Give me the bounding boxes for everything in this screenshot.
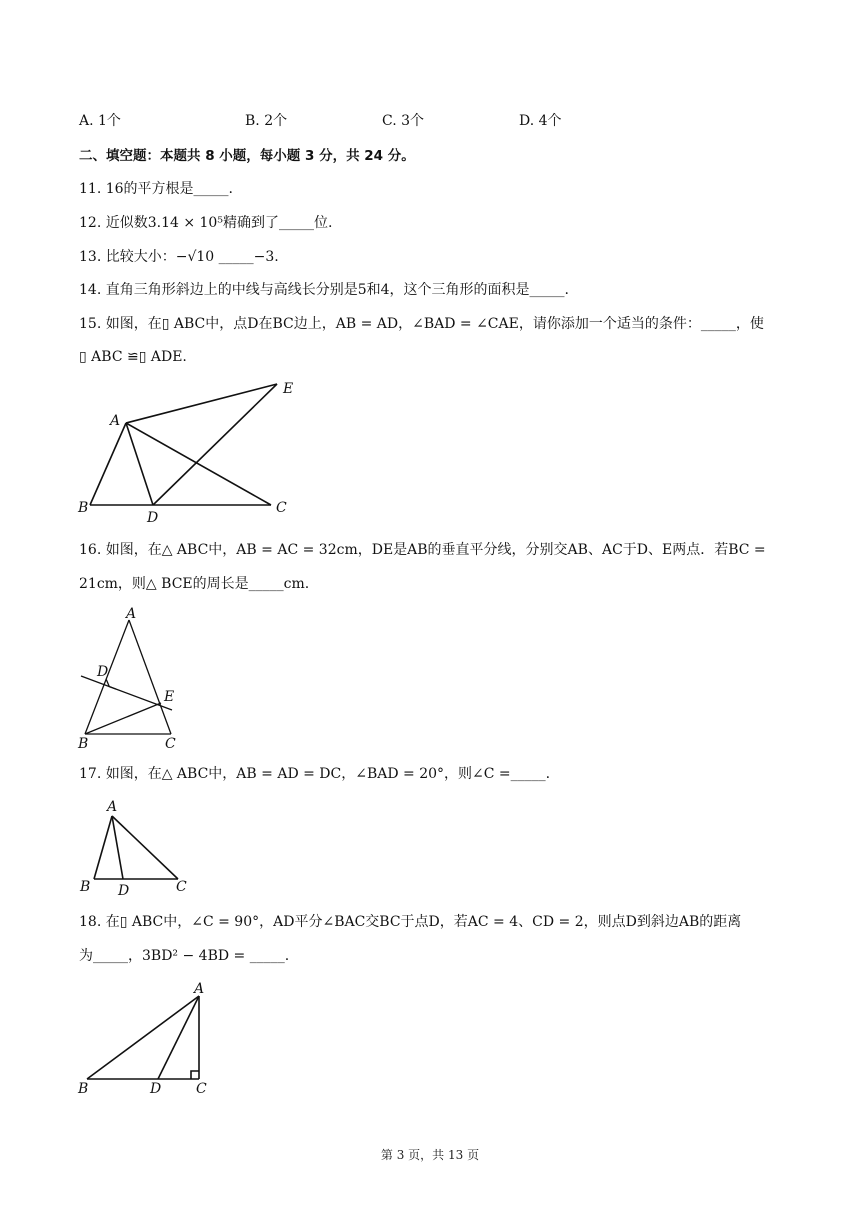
fig15-label-c: C xyxy=(276,500,287,516)
fig18-label-d: D xyxy=(150,1081,162,1097)
question-15-line2: ▯ ABC ≌▯ ADE. xyxy=(79,349,187,365)
question-16-line1: 16. 如图，在△ ABC中，AB = AC = 32cm，DE是AB的垂直平分线，分别交AB、AC于D、E两点．若BC = xyxy=(79,542,766,558)
section-title: 二、填空题：本题共 8 小题，每小题 3 分，共 24 分。 xyxy=(79,148,415,164)
fig18-label-b: B xyxy=(78,1081,89,1097)
question-18-line1: 18. 在▯ ABC中，∠C = 90°，AD平分∠BAC交BC于点D，若AC = 4、CD = 2，则点D到斜边AB的距离 xyxy=(79,914,742,930)
figure-15 xyxy=(70,372,310,522)
option-b: B. 2个 xyxy=(245,113,288,129)
page-footer: 第 3 页，共 13 页 xyxy=(380,1148,480,1162)
fig16-label-e: E xyxy=(164,689,175,705)
fig17-label-a: A xyxy=(107,799,118,815)
question-13: 13. 比较大小：−√10 _____−3. xyxy=(79,249,279,265)
fig18-label-a: A xyxy=(194,981,205,997)
fig16-label-d: D xyxy=(97,664,109,680)
fig15-label-e: E xyxy=(283,381,294,397)
question-12: 12. 近似数3.14 × 10⁵精确到了_____位. xyxy=(79,215,333,231)
figure-16 xyxy=(70,603,190,753)
question-14: 14. 直角三角形斜边上的中线与高线长分别是5和4，这个三角形的面积是_____. xyxy=(79,282,569,298)
question-16-line2: 21cm，则△ BCE的周长是_____cm. xyxy=(79,576,310,592)
option-a: A. 1个 xyxy=(79,113,121,129)
fig15-label-b: B xyxy=(78,500,89,516)
fig17-label-c: C xyxy=(176,879,187,895)
fig16-label-c: C xyxy=(165,736,176,752)
option-d: D. 4个 xyxy=(519,113,562,129)
figure-17 xyxy=(70,793,200,898)
question-11: 11. 16的平方根是_____. xyxy=(79,181,233,197)
fig16-label-b: B xyxy=(78,736,89,752)
question-18-line2: 为_____，3BD² − 4BD = _____. xyxy=(79,948,290,964)
fig15-label-a: A xyxy=(110,413,121,429)
question-15-line1: 15. 如图，在▯ ABC中，点D在BC边上，AB = AD，∠BAD = ∠CAE，请你添加一个适当的条件：_____，使 xyxy=(79,316,764,332)
fig15-label-d: D xyxy=(147,510,159,522)
option-c: C. 3个 xyxy=(382,113,425,129)
question-17: 17. 如图，在△ ABC中，AB = AD = DC，∠BAD = 20°，则∠C =_____. xyxy=(79,766,551,782)
fig18-label-c: C xyxy=(196,1081,207,1097)
figure-18 xyxy=(70,974,230,1099)
fig17-label-b: B xyxy=(80,879,91,895)
fig16-label-a: A xyxy=(126,606,137,622)
fig17-label-d: D xyxy=(118,883,130,898)
